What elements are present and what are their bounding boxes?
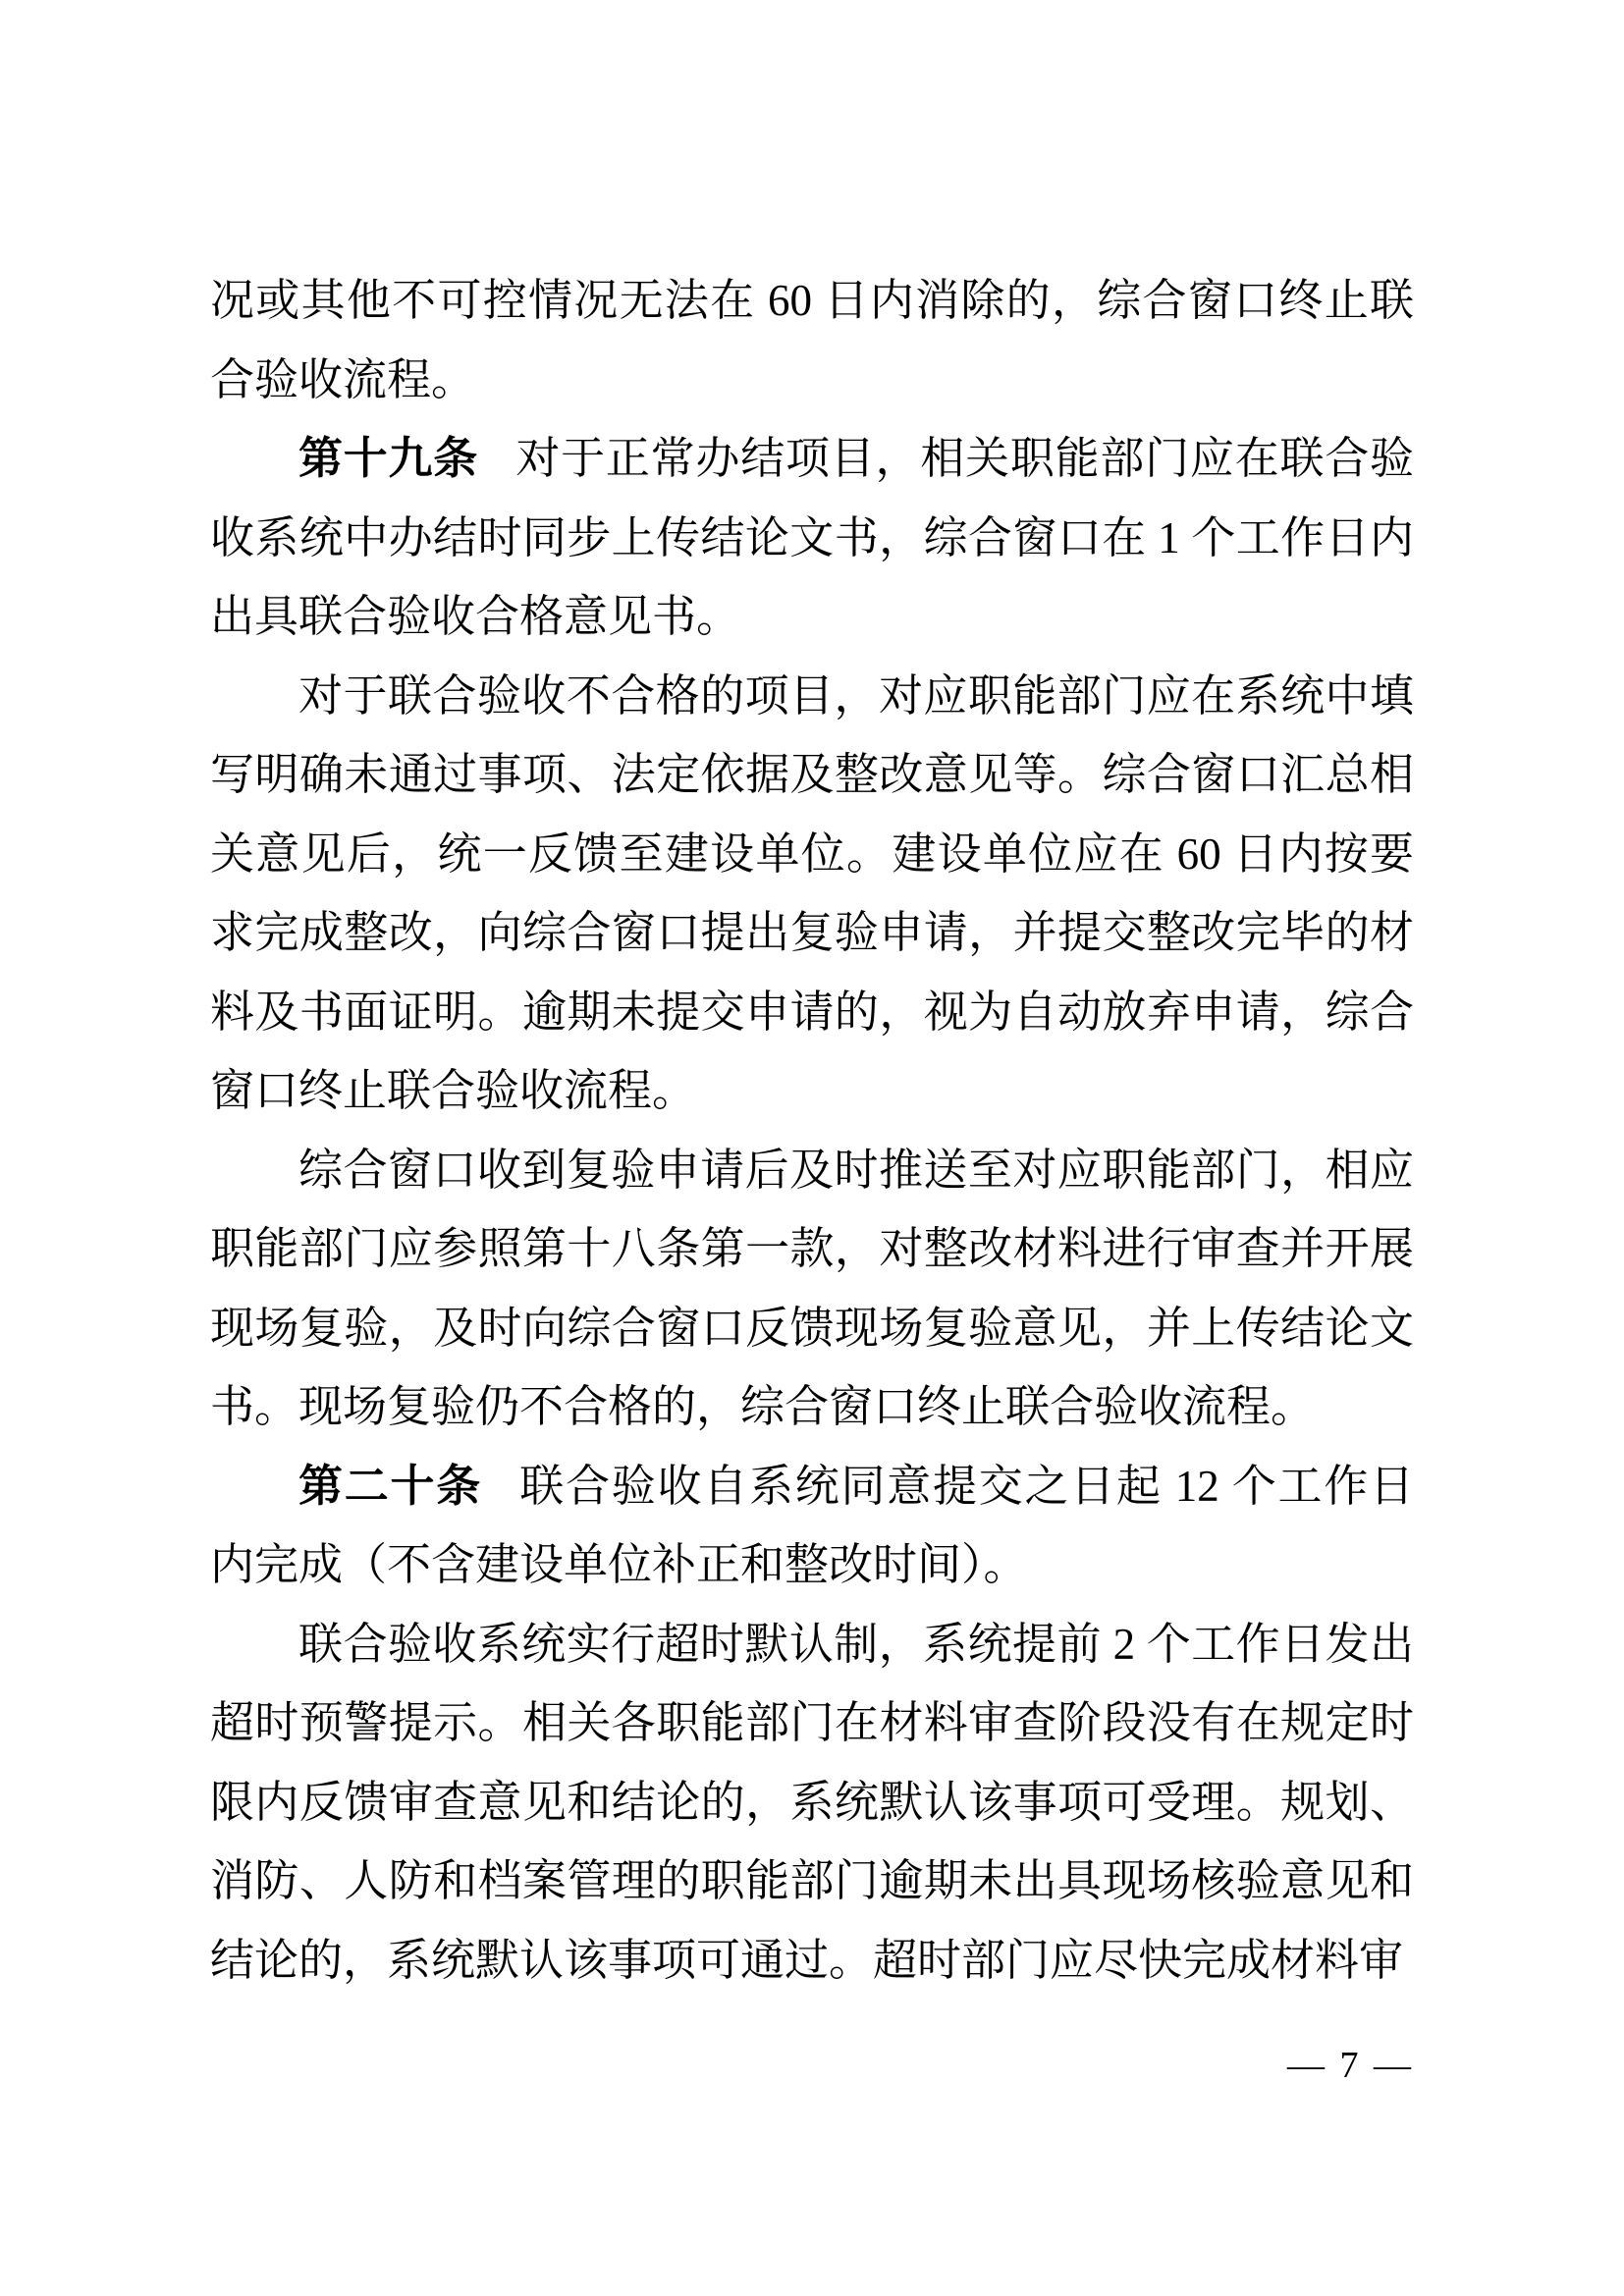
page-number: — 7 — [1287,2045,1414,2086]
paragraph-article-20 [210,1447,1414,1605]
paragraph-failed-acceptance [210,657,1414,1131]
paragraph-timeout-default [210,1605,1414,2001]
paragraph-text: 联合验收系统实行超时默认制，系统提前 2 个工作日发出超时预警提示。相关各职能部门在材料审查阶段没有在规定时限内反馈审查意见和结论的，系统默认该事项可受理。规划、消防、人防和档案管理的职能部门逾期未出具现场核验意见和结论的，系统默认该事项可通过。超时部门应尽快完成材料审 [210,1619,1414,1985]
paragraph-text: 对于正常办结项目，相关职能部门应在联合验收系统中办结时同步上传结论文书，综合窗口在 1 个工作日内出具联合验收合格意见书。 [210,434,1414,641]
article-20-label: 第二十条 [298,1460,482,1511]
paragraph-text: 况或其他不可控情况无法在 60 日内消除的，综合窗口终止联合验收流程。 [210,276,1414,404]
paragraph-continuation [210,261,1414,419]
article-19-label: 第十九条 [298,433,479,483]
paragraph-text: 联合验收自系统同意提交之日起 12 个工作日内完成（不含建设单位补正和整改时间）。 [210,1461,1414,1589]
paragraph-reinspection [210,1131,1414,1447]
text-block [210,261,1414,2000]
paragraph-text: 综合窗口收到复验申请后及时推送至对应职能部门，相应职能部门应参照第十八条第一款，对整改材料进行审查并开展现场复验，及时向综合窗口反馈现场复验意见，并上传结论文书。现场复验仍不合格的，综合窗口终止联合验收流程。 [210,1145,1414,1431]
paragraph-article-19 [210,419,1414,657]
paragraph-text: 对于联合验收不合格的项目，对应职能部门应在系统中填写明确未通过事项、法定依据及整改意见等。综合窗口汇总相关意见后，统一反馈至建设单位。建设单位应在 60 日内按要求完成整改，向综合窗口提出复验申请，并提交整改完毕的材料及书面证明。逾期未提交申请的，视为自动放弃申请，综合窗口终止联合验收流程。 [210,670,1414,1115]
